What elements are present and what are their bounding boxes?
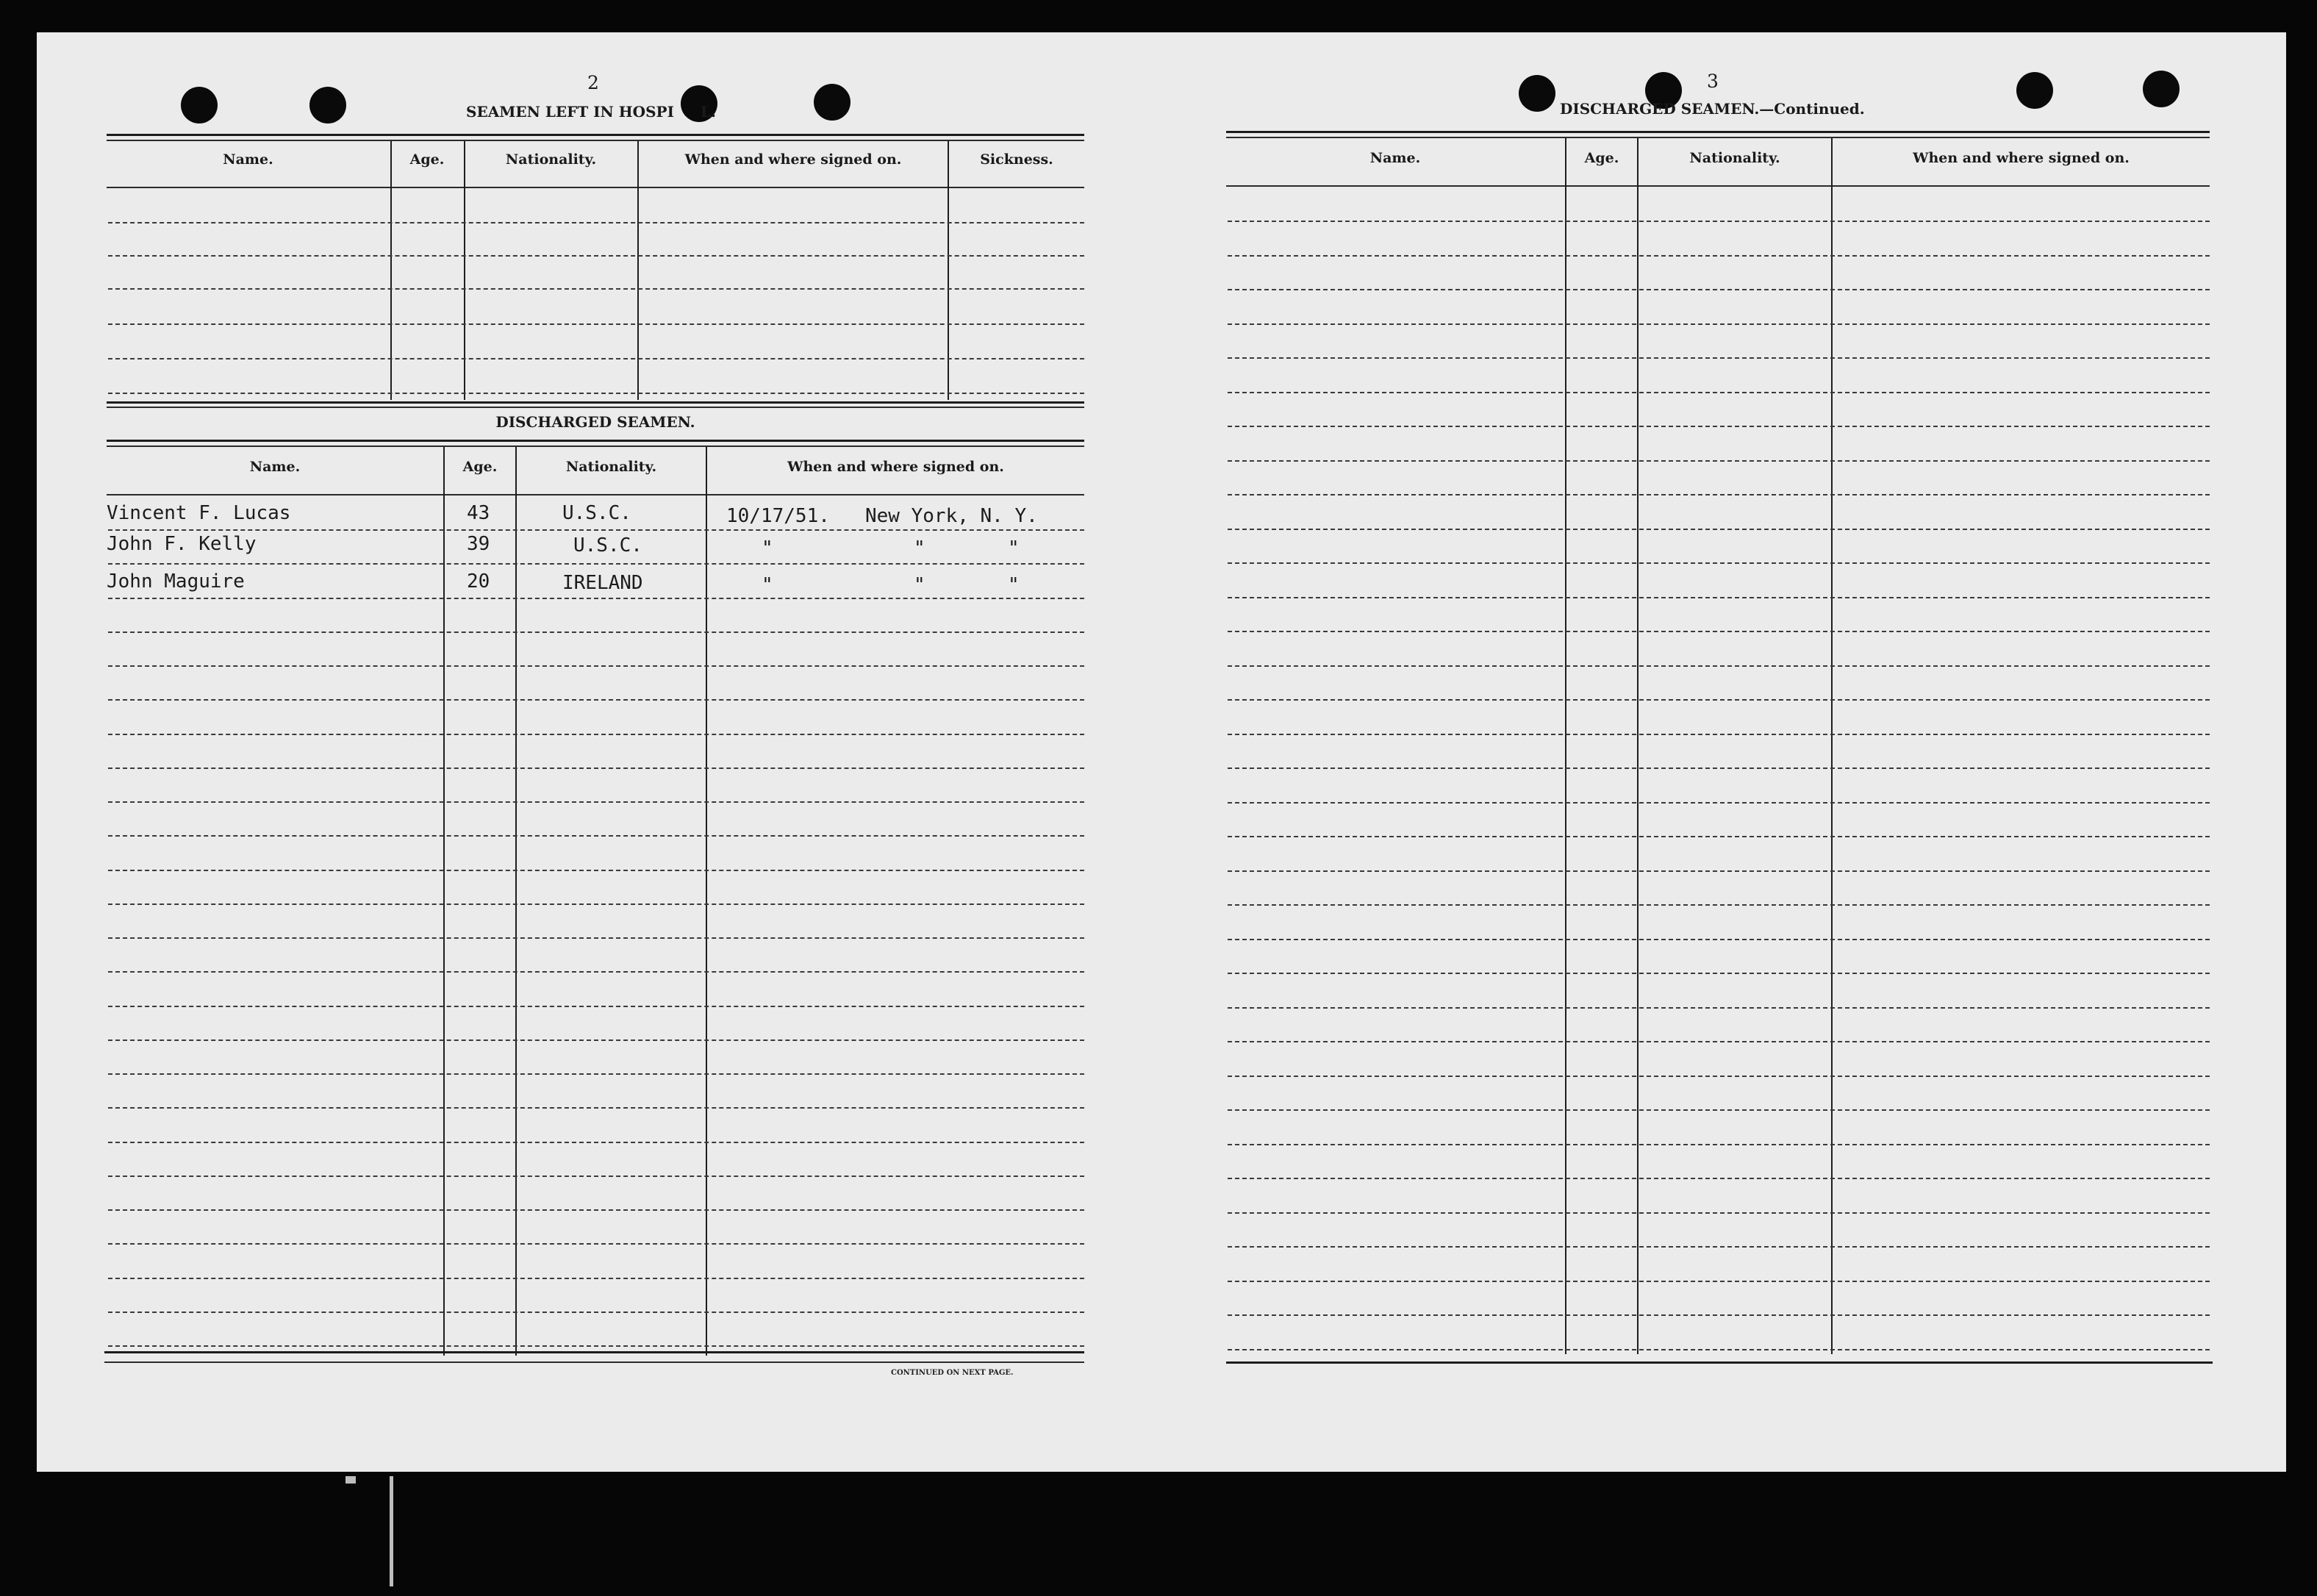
seaman-name: Vincent F. Lucas — [107, 502, 291, 524]
ruled-line — [1228, 699, 2210, 701]
rule — [107, 401, 1084, 404]
seaman-nationality: U.S.C. — [573, 534, 642, 557]
ruled-line — [108, 631, 1084, 633]
rule — [107, 440, 1084, 442]
ruled-line — [108, 1209, 1084, 1211]
rule — [104, 1361, 1084, 1363]
signed-on-place: New York, N. Y. — [865, 505, 1038, 527]
ditto-mark: " — [762, 537, 773, 559]
ruled-line — [108, 1278, 1084, 1279]
col-header-nationality: Nationality. — [1689, 150, 1780, 166]
seaman-name: John Maguire — [107, 570, 245, 593]
seaman-age: 20 — [467, 570, 490, 593]
continued-note: CONTINUED ON NEXT PAGE. — [891, 1369, 1014, 1377]
column-divider — [515, 447, 517, 1356]
col-header-age: Age. — [1584, 150, 1619, 166]
ruled-line — [108, 222, 1084, 223]
col-header-nationality: Nationality. — [565, 459, 657, 475]
ruled-line — [1228, 221, 2210, 222]
rule — [107, 445, 1084, 447]
hospital-title-tail: L. — [700, 103, 716, 121]
ditto-mark: " — [914, 537, 925, 559]
ruled-line — [1228, 904, 2210, 906]
ruled-line — [1228, 494, 2210, 495]
discharged-section-title: DISCHARGED SEAMEN. — [495, 413, 695, 431]
ruled-line — [108, 529, 1084, 531]
punch-hole — [2016, 72, 2053, 109]
ruled-line — [1228, 1144, 2210, 1145]
punch-hole — [2143, 71, 2180, 107]
column-divider — [706, 447, 707, 1356]
col-header-nationality: Nationality. — [505, 151, 597, 168]
punch-hole — [309, 87, 346, 124]
ruled-line — [1228, 1246, 2210, 1248]
ditto-mark: " — [762, 574, 773, 596]
hospital-section-title — [466, 103, 716, 121]
ruled-line — [108, 598, 1084, 599]
ruled-line — [1228, 1076, 2210, 1077]
ditto-mark: " — [1008, 537, 1020, 559]
ruled-line — [108, 1243, 1084, 1245]
ruled-line — [108, 1345, 1084, 1347]
rule — [1226, 1361, 2213, 1364]
rule — [107, 407, 1084, 408]
ruled-line — [1228, 323, 2210, 325]
rule — [1226, 131, 2210, 133]
ruled-line — [1228, 939, 2210, 940]
ruled-line — [1228, 597, 2210, 598]
column-divider — [637, 141, 639, 400]
ruled-line — [1228, 767, 2210, 769]
rule — [107, 187, 1084, 188]
col-header-signed-on: When and where signed on. — [1913, 150, 2130, 166]
ruled-line — [108, 1175, 1084, 1177]
col-header-name: Name. — [1369, 150, 1421, 166]
column-divider — [1637, 138, 1639, 1354]
ditto-mark: " — [914, 574, 925, 596]
ruled-line — [108, 801, 1084, 803]
ruled-line — [1228, 392, 2210, 393]
col-header-age: Age. — [462, 459, 498, 475]
ruled-line — [108, 393, 1084, 394]
ruled-line — [1228, 1041, 2210, 1042]
ruled-line — [108, 358, 1084, 359]
punch-hole — [181, 87, 218, 124]
ruled-line — [1228, 255, 2210, 257]
ruled-line — [1228, 973, 2210, 974]
ruled-line — [1228, 836, 2210, 837]
col-header-age: Age. — [409, 151, 445, 168]
seaman-nationality: IRELAND — [562, 572, 643, 594]
seaman-nationality: U.S.C. — [562, 502, 631, 524]
ruled-line — [1228, 734, 2210, 735]
ruled-line — [108, 1006, 1084, 1007]
page-number: 2 — [587, 72, 599, 93]
seaman-name: John F. Kelly — [107, 533, 257, 555]
hospital-title-text: SEAMEN LEFT IN HOSPI — [466, 103, 674, 121]
ruled-line — [108, 665, 1084, 667]
paper-scrap — [390, 1476, 393, 1586]
ruled-line — [1228, 1314, 2210, 1316]
ruled-line — [108, 734, 1084, 735]
discharged-continued-title: DISCHARGED SEAMEN.—Continued. — [1560, 100, 1865, 118]
ruled-line — [108, 1107, 1084, 1109]
ruled-line — [1228, 460, 2210, 462]
ruled-line — [108, 563, 1084, 565]
ruled-line — [108, 1142, 1084, 1143]
ruled-line — [1228, 1212, 2210, 1214]
ruled-line — [108, 1039, 1084, 1041]
column-divider — [464, 141, 465, 400]
column-divider — [1565, 138, 1566, 1354]
ruled-line — [108, 255, 1084, 257]
punch-hole — [814, 84, 850, 121]
col-header-name: Name. — [249, 459, 301, 475]
ruled-line — [108, 903, 1084, 905]
ledger-sheet — [37, 32, 2286, 1472]
ruled-line — [1228, 357, 2210, 359]
ruled-line — [1228, 1007, 2210, 1009]
rule — [1226, 185, 2210, 187]
rule — [1226, 137, 2210, 138]
column-divider — [390, 141, 392, 400]
rule — [107, 494, 1084, 495]
ruled-line — [108, 767, 1084, 769]
ruled-line — [1228, 1281, 2210, 1282]
col-header-sickness: Sickness. — [980, 151, 1053, 168]
ruled-line — [1228, 665, 2210, 667]
rule — [107, 140, 1084, 141]
rule — [107, 134, 1084, 136]
ruled-line — [1228, 562, 2210, 564]
seaman-age: 43 — [467, 502, 490, 524]
column-divider — [948, 141, 949, 400]
ruled-line — [108, 699, 1084, 701]
ruled-line — [1228, 289, 2210, 290]
seaman-age: 39 — [467, 533, 490, 555]
ruled-line — [108, 323, 1084, 325]
ruled-line — [1228, 802, 2210, 804]
ruled-line — [108, 1073, 1084, 1075]
signed-on-date: 10/17/51. — [726, 505, 830, 527]
col-header-name: Name. — [223, 151, 273, 168]
ruled-line — [1228, 1178, 2210, 1179]
col-header-signed-on: When and where signed on. — [787, 459, 1004, 475]
ruled-line — [108, 971, 1084, 973]
paper-scrap — [345, 1476, 356, 1484]
punch-hole — [1519, 75, 1555, 112]
ruled-line — [1228, 426, 2210, 427]
page-number: 3 — [1707, 71, 1719, 92]
col-header-signed-on: When and where signed on. — [684, 151, 902, 168]
column-divider — [1831, 138, 1833, 1354]
ruled-line — [1228, 631, 2210, 632]
ruled-line — [1228, 870, 2210, 872]
ruled-line — [108, 937, 1084, 939]
ruled-line — [108, 1311, 1084, 1313]
column-divider — [443, 447, 445, 1356]
rule — [104, 1351, 1084, 1353]
ruled-line — [108, 288, 1084, 290]
ruled-line — [1228, 1109, 2210, 1111]
ruled-line — [1228, 1349, 2210, 1350]
ruled-line — [108, 870, 1084, 871]
ruled-line — [108, 835, 1084, 837]
ditto-mark: " — [1008, 574, 1020, 596]
ruled-line — [1228, 529, 2210, 530]
